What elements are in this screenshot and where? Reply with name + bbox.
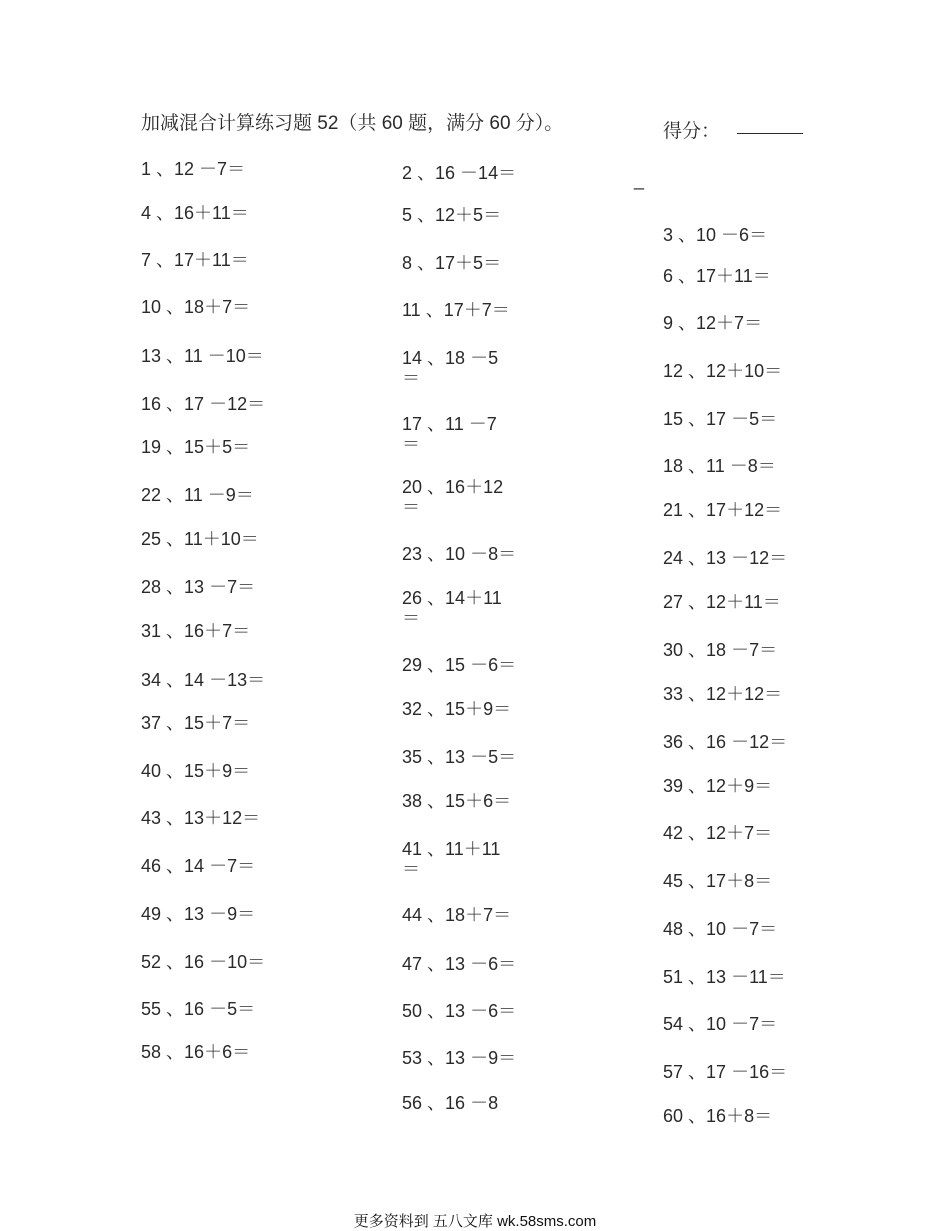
- problem-30: [663, 639, 777, 661]
- problem-expression: 、13＋12＝: [166, 808, 261, 828]
- problem-11: [402, 299, 510, 321]
- problem-number: 17: [402, 414, 423, 434]
- problem-10: [141, 296, 250, 318]
- problem-expression: 、13 －6＝: [427, 1001, 517, 1021]
- problem-number: 2: [402, 163, 413, 183]
- problem-56: [402, 1092, 542, 1114]
- problem-17: [402, 414, 527, 454]
- problem-number: 25: [141, 529, 162, 549]
- problem-expression: 、13 －6＝: [427, 954, 517, 974]
- problem-48: [663, 918, 777, 940]
- problem-14: [402, 348, 527, 388]
- problem-expression: 、10 －6＝: [678, 225, 768, 245]
- problem-number: 49: [141, 904, 162, 924]
- problem-expression: 、16＋12: [427, 477, 504, 497]
- problem-number: 26: [402, 588, 423, 608]
- problem-42: [663, 822, 772, 844]
- problem-expression: 、15＋9＝: [166, 761, 251, 781]
- problem-number: 34: [141, 670, 162, 690]
- problem-expression: 、17＋7＝: [425, 300, 510, 320]
- problem-expression: 、17＋11＝: [156, 250, 249, 270]
- problem-expression: 、11＋11: [427, 839, 501, 859]
- problem-expression: 、15＋7＝: [166, 713, 251, 733]
- problem-number: 55: [141, 999, 162, 1019]
- problem-44: [402, 904, 511, 926]
- problem-45: [663, 870, 772, 892]
- problem-13: [141, 345, 264, 367]
- problem-number: 13: [141, 346, 162, 366]
- problem-32: [402, 698, 511, 720]
- problem-27: [663, 591, 781, 613]
- problem-16: [141, 393, 265, 415]
- problem-2: [402, 162, 516, 184]
- problem-40: [141, 760, 250, 782]
- problem-7: [141, 249, 249, 271]
- problem-number: 36: [663, 732, 684, 752]
- problem-expression: 、17＋5＝: [417, 253, 502, 273]
- problem-expression: 、12＋10＝: [688, 361, 783, 381]
- problem-expression: 、12 －7＝: [156, 159, 246, 179]
- problem-number: 57: [663, 1062, 684, 1082]
- problem-number: 21: [663, 500, 684, 520]
- problem-number: 32: [402, 699, 423, 719]
- problem-47: [402, 953, 516, 975]
- problem-expression: 、10 －7＝: [688, 919, 778, 939]
- problem-number: 52: [141, 952, 162, 972]
- problem-expression: 、12＋7＝: [678, 313, 763, 333]
- problem-53: [402, 1047, 516, 1069]
- problem-expression: 、11 －9＝: [166, 485, 254, 505]
- problem-equals: ＝: [402, 859, 420, 879]
- problem-number: 29: [402, 655, 423, 675]
- problem-equals: ＝: [402, 608, 420, 628]
- problem-15: [663, 408, 777, 430]
- problem-5: [402, 204, 501, 226]
- problem-49: [141, 903, 255, 925]
- problem-number: 18: [663, 456, 684, 476]
- problem-expression: 、13 －11＝: [688, 967, 786, 987]
- problem-expression: 、13 －9＝: [427, 1048, 517, 1068]
- problem-number: 44: [402, 905, 423, 925]
- problem-number: 24: [663, 548, 684, 568]
- problem-number: 41: [402, 839, 423, 859]
- problem-number: 15: [663, 409, 684, 429]
- problem-expression: 、16 －14＝: [417, 163, 517, 183]
- problem-expression: 、15＋6＝: [427, 791, 512, 811]
- problem-57: [663, 1061, 787, 1083]
- problem-number: 31: [141, 621, 162, 641]
- problem-number: 16: [141, 394, 162, 414]
- problem-equals: ＝: [402, 368, 420, 388]
- problem-46: [141, 855, 255, 877]
- problem-expression: 、14 －13＝: [166, 670, 266, 690]
- problem-expression: 、15＋9＝: [427, 699, 512, 719]
- problem-18: [663, 455, 776, 477]
- problem-expression: 、16 －12＝: [688, 732, 788, 752]
- problem-number: 40: [141, 761, 162, 781]
- problem-number: 30: [663, 640, 684, 660]
- problem-20: [402, 477, 527, 517]
- problem-number: 10: [141, 297, 162, 317]
- score-blank-line: [737, 114, 803, 134]
- problem-26: [402, 588, 527, 628]
- problem-expression: 、14＋11: [427, 588, 502, 608]
- problem-number: 58: [141, 1042, 162, 1062]
- problem-expression: 、10 －8＝: [427, 544, 517, 564]
- problem-expression: 、12＋7＝: [688, 823, 773, 843]
- problem-36: [663, 731, 787, 753]
- problem-number: 37: [141, 713, 162, 733]
- problem-34: [141, 669, 265, 691]
- problem-expression: 、11 －7: [427, 414, 497, 434]
- problem-number: 48: [663, 919, 684, 939]
- problem-number: 8: [402, 253, 413, 273]
- problem-55: [141, 998, 255, 1020]
- problem-number: 22: [141, 485, 162, 505]
- problem-expression: 、18 －5: [427, 348, 499, 368]
- problem-number: 19: [141, 437, 162, 457]
- problem-expression: 、13 －9＝: [166, 904, 256, 924]
- problem-expression: 、12＋11＝: [688, 592, 781, 612]
- problem-9: [663, 312, 762, 334]
- problem-expression: 、13 －12＝: [688, 548, 788, 568]
- problem-number: 33: [663, 684, 684, 704]
- problem-51: [663, 966, 786, 988]
- problem-number: 4: [141, 203, 152, 223]
- problem-expression: 、17＋12＝: [688, 500, 783, 520]
- problem-number: 5: [402, 205, 413, 225]
- score-label: 得分：: [663, 121, 721, 142]
- problem-number: 39: [663, 776, 684, 796]
- problem-31: [141, 620, 250, 642]
- problem-58: [141, 1041, 250, 1063]
- problem-number: 35: [402, 747, 423, 767]
- problem-number: 9: [663, 313, 674, 333]
- worksheet-title: 加减混合计算练习题 52（共 60 题，满分 60 分）。: [141, 113, 564, 134]
- problem-number: 53: [402, 1048, 423, 1068]
- problem-8: [402, 252, 501, 274]
- problem-expression: 、17＋8＝: [688, 871, 773, 891]
- problem-29: [402, 654, 516, 676]
- problem-number: 6: [663, 266, 674, 286]
- problem-12: [663, 360, 782, 382]
- problem-number: 20: [402, 477, 423, 497]
- problem-number: 12: [663, 361, 684, 381]
- problem-expression: 、16＋6＝: [166, 1042, 251, 1062]
- problem-number: 3: [663, 225, 674, 245]
- problem-expression: 、12＋9＝: [688, 776, 773, 796]
- problem-expression: 、17 －16＝: [688, 1062, 788, 1082]
- problem-25: [141, 528, 259, 550]
- problem-50: [402, 1000, 516, 1022]
- problem-number: 1: [141, 159, 152, 179]
- problem-37: [141, 712, 250, 734]
- problem-expression: 、16＋8＝: [688, 1106, 773, 1126]
- problem-39: [663, 775, 772, 797]
- problem-number: 42: [663, 823, 684, 843]
- problem-43: [141, 807, 260, 829]
- problem-expression: 、16＋11＝: [156, 203, 249, 223]
- problem-expression: 、13 －7＝: [166, 577, 256, 597]
- clipped-problem-56: [402, 1092, 542, 1113]
- problem-expression: 、16＋7＝: [166, 621, 251, 641]
- problem-expression: 、15＋5＝: [166, 437, 251, 457]
- problem-equals: ＝: [402, 434, 420, 454]
- footer-source-text: 更多资料到 五八文库 wk.58sms.com: [353, 1213, 597, 1230]
- problem-number: 60: [663, 1106, 684, 1126]
- problem-33: [663, 683, 782, 705]
- problem-expression: 、12＋12＝: [688, 684, 783, 704]
- problem-expression: 、18＋7＝: [166, 297, 251, 317]
- problem-number: 47: [402, 954, 423, 974]
- problem-number: 23: [402, 544, 423, 564]
- problem-35: [402, 746, 516, 768]
- problem-number: 54: [663, 1014, 684, 1034]
- problem-expression: 、11＋10＝: [166, 529, 259, 549]
- problem-52: [141, 951, 265, 973]
- problem-number: 43: [141, 808, 162, 828]
- problem-expression: 、10 －7＝: [688, 1014, 778, 1034]
- problem-3: [663, 224, 767, 246]
- problem-number: 51: [663, 967, 684, 987]
- problem-expression: 、14 －7＝: [166, 856, 256, 876]
- problem-number: 7: [141, 250, 152, 270]
- problem-expression: 、17 －12＝: [166, 394, 266, 414]
- problem-60: [663, 1105, 772, 1127]
- problem-19: [141, 436, 250, 458]
- problem-number: 56: [402, 1093, 423, 1113]
- problem-expression: 、13 －5＝: [427, 747, 517, 767]
- problem-number: 11: [402, 300, 421, 320]
- problem-expression: 、18＋7＝: [427, 905, 512, 925]
- problem-54: [663, 1013, 777, 1035]
- problem-4: [141, 202, 249, 224]
- problem-41: [402, 839, 527, 879]
- problem-24: [663, 547, 787, 569]
- problem-number: 27: [663, 592, 684, 612]
- problem-number: 46: [141, 856, 162, 876]
- problem-6: [663, 265, 771, 287]
- problem-22: [141, 484, 254, 506]
- problem-28: [141, 576, 255, 598]
- problem-expression: 、18 －7＝: [688, 640, 778, 660]
- problem-expression: 、16 －5＝: [166, 999, 256, 1019]
- problem-21: [663, 499, 782, 521]
- problem-number: 14: [402, 348, 423, 368]
- problem-expression: 、17 －5＝: [688, 409, 778, 429]
- problem-expression: 、17＋11＝: [678, 266, 771, 286]
- problem-number: 28: [141, 577, 162, 597]
- problem-38: [402, 790, 511, 812]
- problem-23: [402, 543, 516, 565]
- problem-expression: 、15 －6＝: [427, 655, 517, 675]
- problem-expression: 、16 －8: [427, 1093, 499, 1113]
- problem-number: 50: [402, 1001, 423, 1021]
- problem-1: [141, 158, 245, 180]
- problem-number: 45: [663, 871, 684, 891]
- stray-underscore-mark: _: [634, 170, 645, 190]
- problem-expression: 、11 －8＝: [688, 456, 776, 476]
- problem-expression: 、11 －10＝: [166, 346, 264, 366]
- problem-expression: 、16 －10＝: [166, 952, 266, 972]
- problem-equals: ＝: [402, 497, 420, 517]
- problem-expression: 、12＋5＝: [417, 205, 502, 225]
- problem-number: 38: [402, 791, 423, 811]
